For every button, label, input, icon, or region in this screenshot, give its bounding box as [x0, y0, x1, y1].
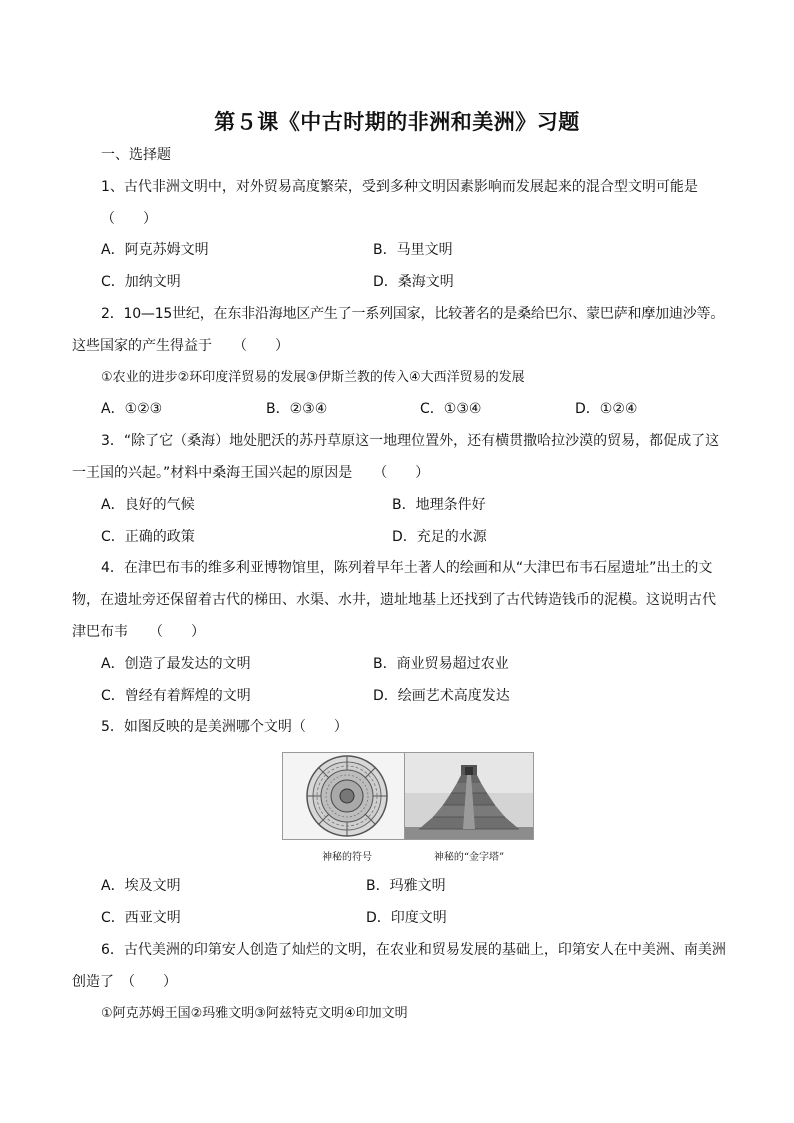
q6-statements: ①阿克苏姆王国②玛雅文明③阿兹特克文明④印加文明 — [101, 1006, 408, 1021]
q1-option-c: C．加纳文明 — [101, 274, 181, 290]
q5-stem: 5．如图反映的是美洲哪个文明（ ） — [101, 719, 348, 735]
q1-answer-blank: （ ） — [101, 211, 157, 227]
q4-stem-line1: 4．在津巴布韦的维多利亚博物馆里，陈列着早年土著人的绘画和从“大津巴布韦石屋遗址”出土的文 — [101, 560, 713, 576]
q5-option-a: A．埃及文明 — [101, 878, 181, 894]
q1-option-a: A．阿克苏姆文明 — [101, 242, 209, 258]
q6-stem-line2: 创造了 （ ） — [72, 974, 177, 990]
q3-option-a: A．良好的气候 — [101, 497, 195, 513]
q4-option-c: C．曾经有着辉煌的文明 — [101, 688, 251, 704]
caption-mysterious-pyramid: 神秘的“金字塔” — [433, 852, 505, 863]
q2-statements: ①农业的进步②环印度洋贸易的发展③伊斯兰教的传入④大西洋贸易的发展 — [101, 370, 525, 385]
q2-option-a: A．①②③ — [101, 401, 163, 417]
q1-stem: 1、古代非洲文明中，对外贸易高度繁荣，受到多种文明因素影响而发展起来的混合型文明可能是 — [101, 179, 698, 195]
q2-option-c: C．①③④ — [420, 401, 482, 417]
q2-option-d: D．①②④ — [575, 401, 638, 417]
calendar-stone-icon — [283, 753, 411, 839]
caption-mysterious-symbol: 神秘的符号 — [322, 852, 372, 863]
q3-stem-line1: 3．“除了它（桑海）地处肥沃的苏丹草原这一地理位置外，还有横贯撒哈拉沙漠的贸易，都促成了这 — [101, 433, 720, 449]
q5-option-b: B．玛雅文明 — [366, 878, 446, 894]
q2-stem-line1: 2．10—15世纪，在东非沿海地区产生了一系列国家，比较著名的是桑给巴尔、蒙巴萨和摩加迪沙等。 — [101, 306, 725, 322]
q4-stem-line2: 物，在遗址旁还保留着古代的梯田、水渠、水井，遗址地基上还找到了古代铸造钱币的泥模。这说明古代 — [72, 592, 716, 608]
q4-option-b: B．商业贸易超过农业 — [373, 656, 509, 672]
q3-option-d: D．充足的水源 — [392, 529, 487, 545]
q3-option-c: C．正确的政策 — [101, 529, 195, 545]
q3-stem-line2: 一王国的兴起。”材料中桑海王国兴起的原因是 （ ） — [72, 465, 430, 481]
q1-option-b: B．马里文明 — [373, 242, 453, 258]
section-heading: 一、选择题 — [101, 147, 171, 163]
q2-stem-line2: 这些国家的产生得益于 （ ） — [72, 338, 289, 354]
pyramid-icon — [405, 753, 533, 839]
q4-stem-line3: 津巴布韦 （ ） — [72, 624, 205, 640]
page-title: 第５课《中古时期的非洲和美洲》习题 — [214, 109, 580, 134]
q1-option-d: D．桑海文明 — [373, 274, 454, 290]
aztec-calendar-stone-image — [282, 752, 412, 840]
q4-option-d: D．绘画艺术高度发达 — [373, 688, 510, 704]
q5-option-d: D．印度文明 — [366, 910, 447, 926]
q6-stem-line1: 6．古代美洲的印第安人创造了灿烂的文明，在农业和贸易发展的基础上，印第安人在中美洲、南美洲 — [101, 942, 726, 958]
q2-option-b: B．②③④ — [266, 401, 328, 417]
q5-option-c: C．西亚文明 — [101, 910, 181, 926]
q3-option-b: B．地理条件好 — [392, 497, 486, 513]
q4-option-a: A．创造了最发达的文明 — [101, 656, 251, 672]
maya-pyramid-image — [404, 752, 534, 840]
